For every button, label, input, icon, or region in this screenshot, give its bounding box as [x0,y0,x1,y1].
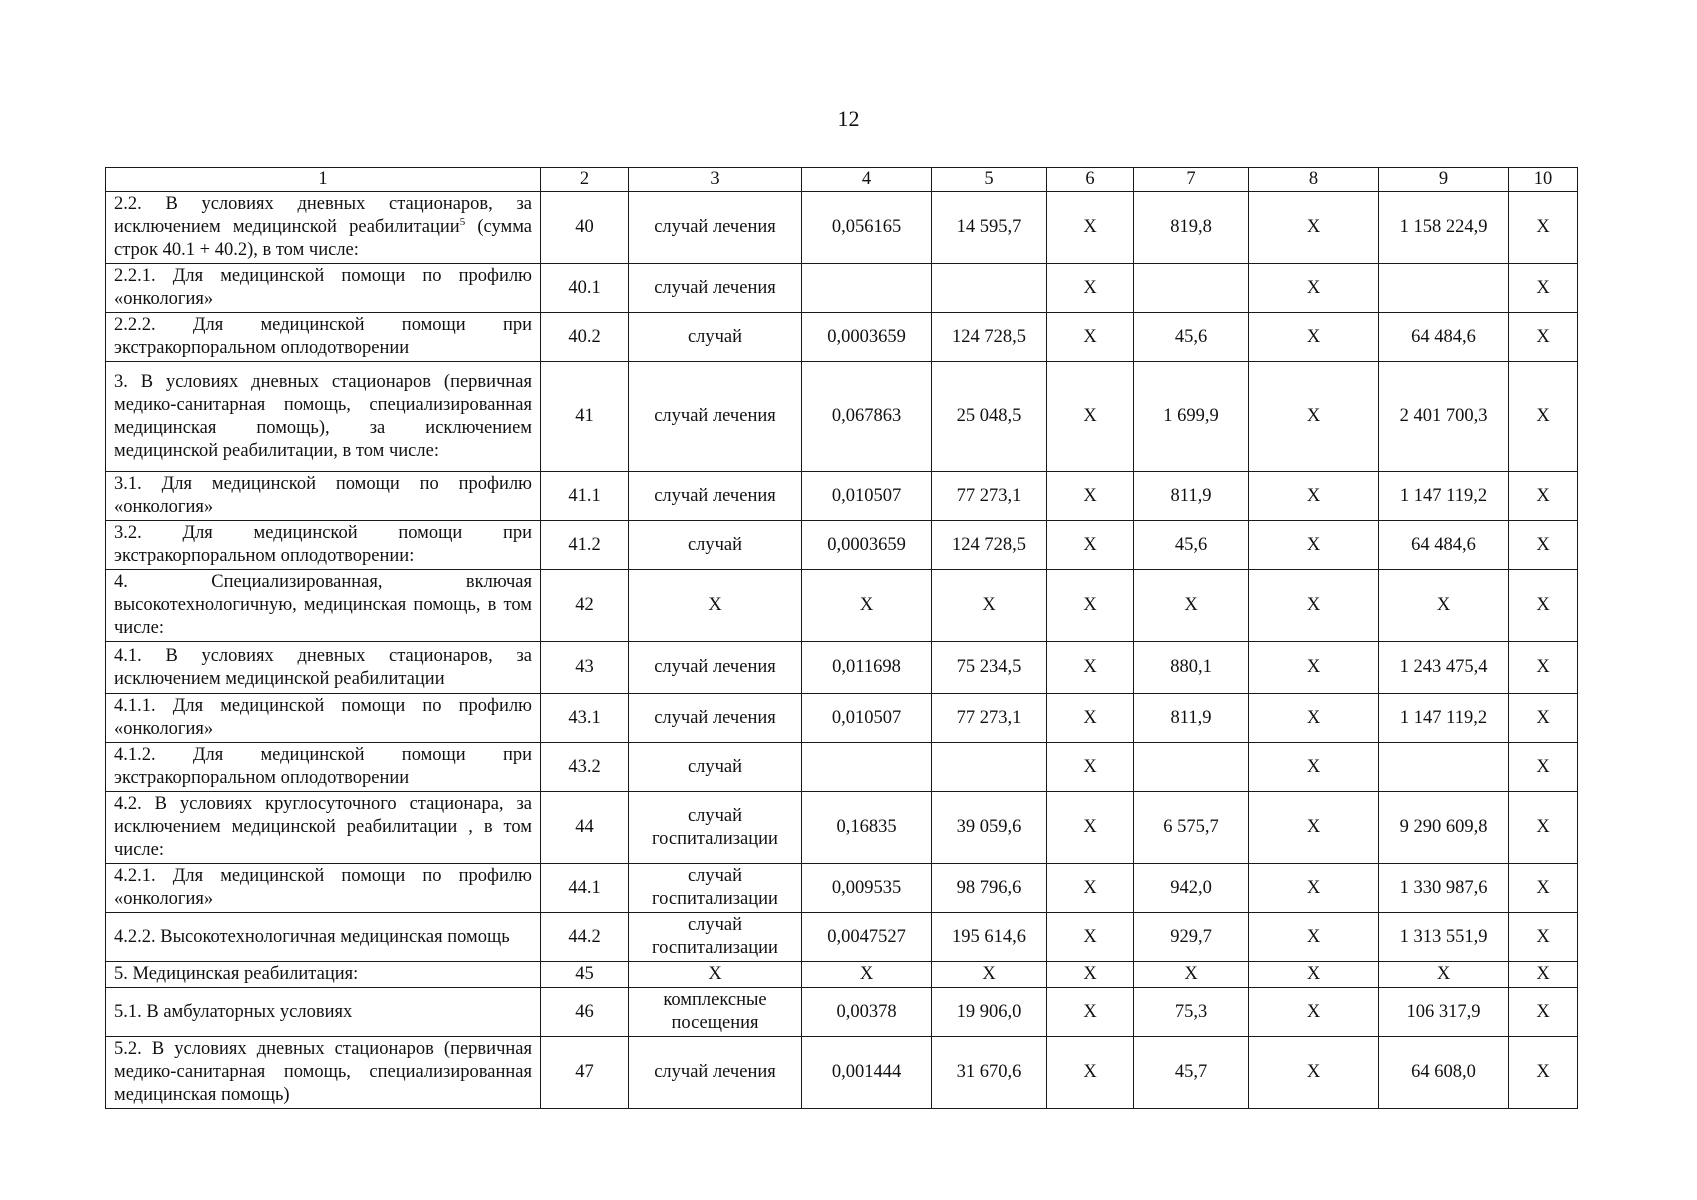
row-description: 5.1. В амбулаторных условиях [106,988,541,1037]
table-row [106,913,1578,962]
value-cell: 75 234,5 [932,642,1047,694]
value-cell: X [1509,570,1578,642]
value-cell: 14 595,7 [932,192,1047,264]
value-cell: 0,0003659 [802,521,932,570]
unit-cell: случай лечения [629,192,802,264]
value-cell: 0,0003659 [802,313,932,362]
value-cell: 819,8 [1134,192,1249,264]
value-cell [932,743,1047,792]
value-cell: X [1509,642,1578,694]
value-cell: X [1047,864,1134,913]
header-row [106,168,1578,192]
table-row [106,642,1578,694]
value-cell: 0,010507 [802,472,932,521]
value-cell: X [1249,988,1379,1037]
row-number: 43 [541,642,629,694]
value-cell: X [1047,694,1134,743]
unit-cell: X [629,962,802,988]
table-row [106,962,1578,988]
value-cell: X [1249,743,1379,792]
row-description: 4.1. В условиях дневных стационаров, за исключением медицинской реабилитации [106,642,541,694]
row-number: 45 [541,962,629,988]
value-cell: 0,00378 [802,988,932,1037]
value-cell: 195 614,6 [932,913,1047,962]
value-cell: X [1249,913,1379,962]
value-cell: X [932,570,1047,642]
header-cell: 9 [1379,168,1509,192]
value-cell: 106 317,9 [1379,988,1509,1037]
value-cell: X [1047,792,1134,864]
value-cell: 0,16835 [802,792,932,864]
value-cell: X [1249,362,1379,472]
value-cell: X [1134,570,1249,642]
value-cell: X [1249,264,1379,313]
value-cell: 0,011698 [802,642,932,694]
unit-cell: случай [629,313,802,362]
table-row [106,192,1578,264]
header-cell: 3 [629,168,802,192]
value-cell: X [1509,792,1578,864]
unit-cell: случай [629,743,802,792]
value-cell: 77 273,1 [932,694,1047,743]
value-cell: X [1047,362,1134,472]
row-number: 42 [541,570,629,642]
value-cell: 64 484,6 [1379,313,1509,362]
value-cell [1379,264,1509,313]
row-description: 5.2. В условиях дневных стационаров (первичная медико-санитарная помощь, специализированная медицинская помощь) [106,1037,541,1109]
value-cell: X [1047,313,1134,362]
value-cell: X [1249,521,1379,570]
row-description: 4.2. В условиях круглосуточного стационара, за исключением медицинской реабилитации , в том числе: [106,792,541,864]
value-cell: X [1249,792,1379,864]
unit-cell: X [629,570,802,642]
value-cell: X [1509,913,1578,962]
row-number: 47 [541,1037,629,1109]
value-cell: 45,6 [1134,313,1249,362]
table-row [106,694,1578,743]
value-cell: X [1509,313,1578,362]
value-cell: 1 330 987,6 [1379,864,1509,913]
row-description: 4.1.2. Для медицинской помощи при экстракорпоральном оплодотворении [106,743,541,792]
value-cell: X [1249,472,1379,521]
header-cell: 8 [1249,168,1379,192]
value-cell: X [932,962,1047,988]
value-cell: X [1509,864,1578,913]
value-cell: X [1047,962,1134,988]
value-cell: X [1047,264,1134,313]
unit-cell: случай лечения [629,694,802,743]
row-number: 43.2 [541,743,629,792]
table-row [106,1037,1578,1109]
table-row [106,472,1578,521]
data-table [105,167,1578,1109]
row-description: 3. В условиях дневных стационаров (первичная медико-санитарная помощь, специализированная медицинская помощь), за исключением медицинской реабилитации, в том числе: [106,362,541,472]
value-cell: 0,056165 [802,192,932,264]
table-row [106,521,1578,570]
value-cell: 9 290 609,8 [1379,792,1509,864]
value-cell: 124 728,5 [932,313,1047,362]
row-description: 3.1. Для медицинской помощи по профилю «онкология» [106,472,541,521]
value-cell: X [1047,743,1134,792]
value-cell [802,743,932,792]
value-cell: 0,009535 [802,864,932,913]
value-cell: 98 796,6 [932,864,1047,913]
value-cell: 1 243 475,4 [1379,642,1509,694]
value-cell [802,264,932,313]
value-cell: X [1047,472,1134,521]
value-cell [932,264,1047,313]
header-cell: 6 [1047,168,1134,192]
row-number: 44 [541,792,629,864]
unit-cell: комплексные посещения [629,988,802,1037]
unit-cell: случай лечения [629,472,802,521]
table-row [106,313,1578,362]
value-cell: X [1509,1037,1578,1109]
table-row [106,792,1578,864]
unit-cell: случай лечения [629,642,802,694]
value-cell: 2 401 700,3 [1379,362,1509,472]
value-cell: 0,067863 [802,362,932,472]
value-cell: X [1509,962,1578,988]
value-cell: 75,3 [1134,988,1249,1037]
value-cell: 6 575,7 [1134,792,1249,864]
row-number: 40.1 [541,264,629,313]
row-description: 2.2.2. Для медицинской помощи при экстракорпоральном оплодотворении [106,313,541,362]
table-row [106,570,1578,642]
value-cell: 77 273,1 [932,472,1047,521]
unit-cell: случай лечения [629,264,802,313]
value-cell: 45,6 [1134,521,1249,570]
unit-cell: случай [629,521,802,570]
row-number: 40.2 [541,313,629,362]
row-number: 43.1 [541,694,629,743]
value-cell: 1 147 119,2 [1379,472,1509,521]
value-cell: X [1047,913,1134,962]
value-cell: X [1047,192,1134,264]
value-cell: X [802,570,932,642]
page-number: 12 [837,106,860,131]
header-cell: 10 [1509,168,1578,192]
value-cell: 0,001444 [802,1037,932,1109]
value-cell: 1 313 551,9 [1379,913,1509,962]
value-cell: X [1509,694,1578,743]
value-cell: X [1047,1037,1134,1109]
table-row [106,362,1578,472]
value-cell [1134,264,1249,313]
value-cell: X [1249,694,1379,743]
value-cell: X [1509,988,1578,1037]
value-cell: X [1047,642,1134,694]
value-cell: X [802,962,932,988]
value-cell: 811,9 [1134,694,1249,743]
value-cell: 25 048,5 [932,362,1047,472]
row-description: 4.2.2. Высокотехнологичная медицинская помощь [106,913,541,962]
header-cell: 5 [932,168,1047,192]
value-cell: X [1249,313,1379,362]
header-cell: 1 [106,168,541,192]
row-number: 44.1 [541,864,629,913]
value-cell: 811,9 [1134,472,1249,521]
row-number: 46 [541,988,629,1037]
table-row [106,988,1578,1037]
value-cell: 880,1 [1134,642,1249,694]
header-cell: 2 [541,168,629,192]
unit-cell: случай госпитализации [629,913,802,962]
value-cell: X [1509,472,1578,521]
value-cell [1379,743,1509,792]
header-cell: 7 [1134,168,1249,192]
table-row [106,743,1578,792]
value-cell: X [1134,962,1249,988]
value-cell: 1 147 119,2 [1379,694,1509,743]
value-cell: 45,7 [1134,1037,1249,1109]
value-cell: 64 608,0 [1379,1037,1509,1109]
value-cell: 19 906,0 [932,988,1047,1037]
row-number: 44.2 [541,913,629,962]
unit-cell: случай лечения [629,1037,802,1109]
value-cell: X [1249,864,1379,913]
row-description: 2.2.1. Для медицинской помощи по профилю «онкология» [106,264,541,313]
value-cell: X [1249,570,1379,642]
value-cell: X [1249,192,1379,264]
value-cell: X [1047,521,1134,570]
value-cell: 1 699,9 [1134,362,1249,472]
value-cell: X [1249,642,1379,694]
value-cell: X [1249,1037,1379,1109]
row-description: 3.2. Для медицинской помощи при экстракорпоральном оплодотворении: [106,521,541,570]
value-cell: X [1047,570,1134,642]
value-cell: X [1379,570,1509,642]
row-description: 4.1.1. Для медицинской помощи по профилю «онкология» [106,694,541,743]
row-number: 41.1 [541,472,629,521]
value-cell: 1 158 224,9 [1379,192,1509,264]
value-cell: 39 059,6 [932,792,1047,864]
value-cell: 124 728,5 [932,521,1047,570]
table-row [106,864,1578,913]
value-cell: X [1249,962,1379,988]
row-number: 41.2 [541,521,629,570]
row-description: 2.2. В условиях дневных стационаров, за исключением медицинской реабилитации$^5$ (сумма строк 40.1 + 40.2), в том числе: [106,192,541,264]
value-cell: X [1509,521,1578,570]
value-cell: X [1047,988,1134,1037]
table-row [106,264,1578,313]
unit-cell: случай лечения [629,362,802,472]
value-cell: 0,0047527 [802,913,932,962]
value-cell: X [1509,743,1578,792]
value-cell: 31 670,6 [932,1037,1047,1109]
value-cell: 0,010507 [802,694,932,743]
value-cell: 64 484,6 [1379,521,1509,570]
row-description: 5. Медицинская реабилитация: [106,962,541,988]
value-cell: 929,7 [1134,913,1249,962]
header-cell: 4 [802,168,932,192]
row-number: 40 [541,192,629,264]
value-cell [1134,743,1249,792]
value-cell: X [1509,192,1578,264]
unit-cell: случай госпитализации [629,792,802,864]
value-cell: 942,0 [1134,864,1249,913]
row-description: 4. Специализированная, включая высокотехнологичную, медицинская помощь, в том числе: [106,570,541,642]
unit-cell: случай госпитализации [629,864,802,913]
row-number: 41 [541,362,629,472]
value-cell: X [1379,962,1509,988]
value-cell: X [1509,362,1578,472]
row-description: 4.2.1. Для медицинской помощи по профилю «онкология» [106,864,541,913]
value-cell: X [1509,264,1578,313]
